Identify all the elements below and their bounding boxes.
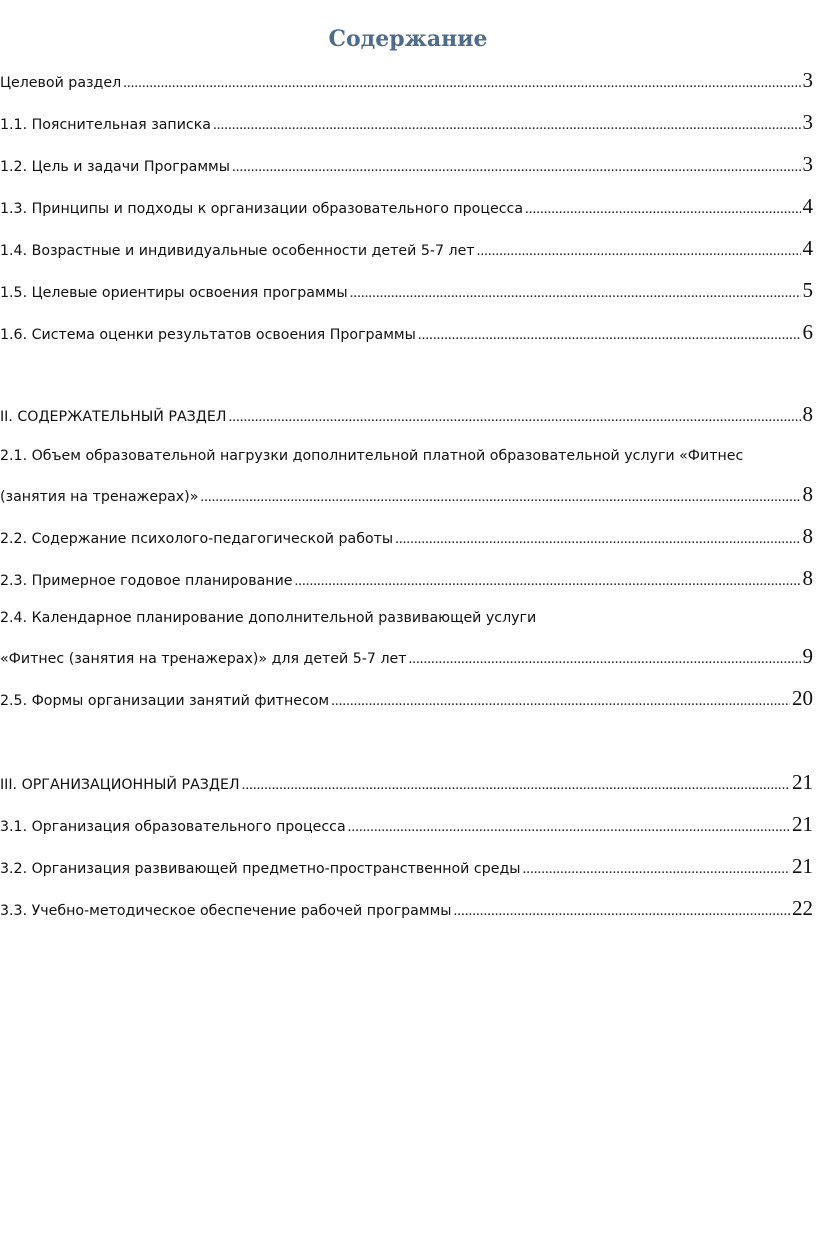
toc-entry-label: (занятия на тренажерах)»: [0, 489, 199, 505]
toc-entry: [0, 812, 813, 837]
toc-entry-label: 1.1. Пояснительная записка: [0, 117, 211, 133]
dot-leader: [213, 117, 801, 134]
toc-entry: [0, 320, 813, 345]
page-title: Содержание: [328, 26, 488, 52]
toc-entry-page: 6: [802, 320, 813, 344]
toc-entry-page: 5: [802, 278, 813, 302]
toc-entry: [0, 896, 813, 921]
dot-leader: [295, 573, 801, 590]
toc-entry: [0, 566, 813, 591]
dot-leader: [200, 489, 800, 506]
toc-entry-label: 3.1. Организация образовательного процесса: [0, 819, 346, 835]
toc-entry-label: «Фитнес (занятия на тренажерах)» для детей 5-7 лет: [0, 651, 407, 667]
toc-entry-page: 20: [792, 686, 813, 710]
dot-leader: [522, 861, 790, 878]
toc-entry: [0, 482, 813, 507]
toc-entry: [0, 194, 813, 219]
toc-entry: [0, 644, 813, 669]
toc-entry: [0, 854, 813, 879]
toc-entry-page: 21: [792, 854, 813, 878]
toc-entry-page: 9: [802, 644, 813, 668]
dot-leader: [228, 409, 800, 426]
toc-entry-page: 8: [802, 566, 813, 590]
toc-entry-page: 21: [792, 770, 813, 794]
toc-entry: [0, 524, 813, 549]
toc-entry-page: 8: [802, 524, 813, 548]
toc-entry-page: 22: [792, 896, 813, 920]
toc-entry-label: 1.5. Целевые ориентиры освоения программы: [0, 285, 348, 301]
toc-entry-label: Целевой раздел: [0, 75, 122, 91]
toc-entry-page: 3: [802, 152, 813, 176]
toc-entry-page: 8: [802, 402, 813, 426]
toc-entry: [0, 152, 813, 177]
toc-entry-page: 21: [792, 812, 813, 836]
toc-entry-page: 3: [802, 68, 813, 92]
toc-entry: [0, 278, 813, 303]
dot-leader: [232, 159, 801, 176]
toc-entry-label-line1: 2.4. Календарное планирование дополнительной развивающей услуги: [0, 610, 537, 626]
toc-entry: [0, 236, 813, 261]
dot-leader: [418, 327, 801, 344]
toc-entry-label: 3.3. Учебно-методическое обеспечение рабочей программы: [0, 903, 452, 919]
toc-entry-page: 4: [802, 236, 813, 260]
dot-leader: [350, 285, 801, 302]
dot-leader: [242, 777, 790, 794]
toc-entry-label: 3.2. Организация развивающей предметно-пространственной среды: [0, 861, 521, 877]
dot-leader: [123, 75, 800, 92]
toc-entry: [0, 110, 813, 135]
toc-entry-page: 4: [802, 194, 813, 218]
toc-entry-page: 3: [802, 110, 813, 134]
dot-leader: [525, 201, 800, 218]
toc-entry-label: 2.5. Формы организации занятий фитнесом: [0, 693, 330, 709]
toc-entry-label: 1.3. Принципы и подходы к организации образовательного процесса: [0, 201, 524, 217]
dot-leader: [477, 243, 801, 260]
toc-entry-label-line1: 2.1. Объем образовательной нагрузки дополнительной платной образовательной услуги «Фитнес: [0, 448, 744, 464]
dot-leader: [395, 531, 800, 548]
toc-entry-label: II. СОДЕРЖАТЕЛЬНЫЙ РАЗДЕЛ: [0, 409, 227, 425]
dot-leader: [453, 903, 790, 920]
toc-entry-label: III. ОРГАНИЗАЦИОННЫЙ РАЗДЕЛ: [0, 777, 240, 793]
toc-entry-label: 1.4. Возрастные и индивидуальные особенности детей 5-7 лет: [0, 243, 475, 259]
dot-leader: [409, 651, 801, 668]
toc-entry-page: 8: [802, 482, 813, 506]
toc-entry: [0, 686, 813, 711]
toc-entry-label: 1.2. Цель и задачи Программы: [0, 159, 230, 175]
toc-entry-label: 2.2. Содержание психолого-педагогической работы: [0, 531, 394, 547]
toc-entry-label: 2.3. Примерное годовое планирование: [0, 573, 293, 589]
dot-leader: [331, 693, 790, 710]
toc-section-heading: [0, 770, 813, 795]
toc-entry: [0, 68, 813, 93]
toc-section-heading: [0, 402, 813, 427]
toc-entry-label: 1.6. Система оценки результатов освоения Программы: [0, 327, 416, 343]
dot-leader: [348, 819, 790, 836]
